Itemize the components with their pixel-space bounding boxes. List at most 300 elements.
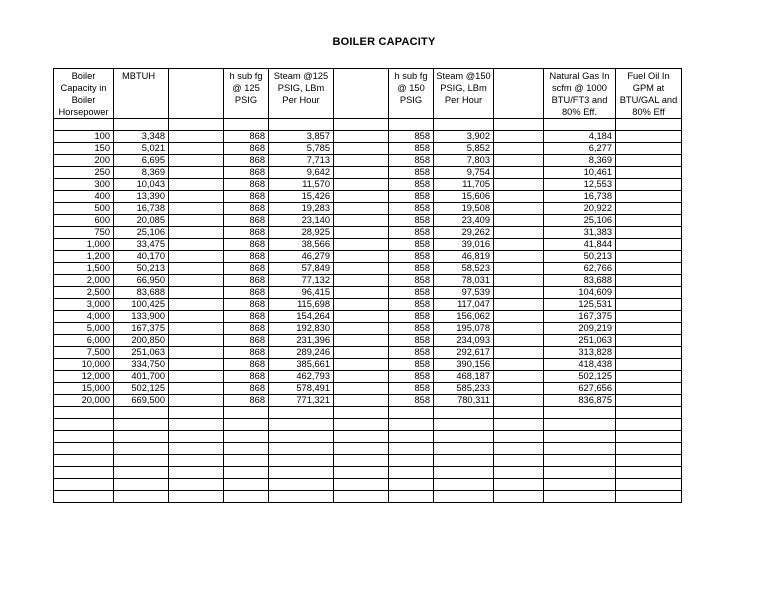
table-cell [434,443,494,455]
table-cell: 23,409 [434,215,494,227]
table-cell: 858 [389,239,434,251]
table-cell: 29,262 [434,227,494,239]
table-cell: 62,766 [544,263,616,275]
spacer-row [54,119,682,131]
table-cell: 750 [54,227,114,239]
table-cell [616,251,682,263]
table-cell [169,419,224,431]
table-cell: 858 [389,323,434,335]
table-cell: 16,738 [114,203,169,215]
table-cell: 200,850 [114,335,169,347]
table-cell [494,395,544,407]
table-cell [616,179,682,191]
table-cell [616,227,682,239]
table-cell [114,431,169,443]
table-cell: 9,754 [434,167,494,179]
table-cell: 10,461 [544,167,616,179]
table-cell: 10,043 [114,179,169,191]
table-cell [494,299,544,311]
table-row [54,359,682,371]
table-cell: 858 [389,203,434,215]
table-cell [334,371,389,383]
table-cell [494,143,544,155]
table-cell: 858 [389,179,434,191]
table-cell: 28,925 [269,227,334,239]
table-cell [494,287,544,299]
table-cell: 868 [224,383,269,395]
table-cell [334,299,389,311]
table-cell: 167,375 [544,311,616,323]
table-cell: 462,793 [269,371,334,383]
table-cell: 585,233 [434,383,494,395]
table-cell [169,479,224,491]
table-cell: 40,170 [114,251,169,263]
table-cell [494,455,544,467]
table-cell [169,215,224,227]
table-cell [494,335,544,347]
table-cell [544,455,616,467]
table-cell [269,431,334,443]
table-cell [269,491,334,503]
table-cell: 858 [389,383,434,395]
table-row [54,299,682,311]
table-cell [334,455,389,467]
table-cell [616,431,682,443]
table-cell [616,275,682,287]
table-cell [169,491,224,503]
table-cell: 12,000 [54,371,114,383]
table-cell [334,335,389,347]
table-row [54,227,682,239]
table-cell: 115,698 [269,299,334,311]
table-cell [169,407,224,419]
table-cell [616,323,682,335]
table-cell: 502,125 [114,383,169,395]
table-cell [334,191,389,203]
table-cell [616,119,682,131]
table-cell [616,155,682,167]
table-cell: 5,021 [114,143,169,155]
table-cell: 868 [224,263,269,275]
table-cell: 25,106 [114,227,169,239]
table-cell: 77,132 [269,275,334,287]
table-cell: 868 [224,287,269,299]
table-cell [334,287,389,299]
table-cell [494,215,544,227]
table-cell: 868 [224,239,269,251]
table-cell: 50,213 [544,251,616,263]
table-cell [334,275,389,287]
table-cell: 334,750 [114,359,169,371]
table-cell [494,443,544,455]
table-cell: 250 [54,167,114,179]
table-cell [169,311,224,323]
table-cell: 3,348 [114,131,169,143]
table-cell: 292,617 [434,347,494,359]
page-title: BOILER CAPACITY [332,36,436,48]
table-cell: 5,785 [269,143,334,155]
table-cell [544,407,616,419]
table-cell: 868 [224,227,269,239]
table-cell [494,323,544,335]
table-cell [169,167,224,179]
table-cell: 13,390 [114,191,169,203]
header-cell-hfg-150: h sub fg @ 150 PSIG [389,69,434,119]
table-row [54,287,682,299]
table-cell: 858 [389,275,434,287]
table-cell: 209,219 [544,323,616,335]
table-cell: 117,047 [434,299,494,311]
table-cell [114,443,169,455]
table-cell [169,227,224,239]
table-cell: 19,508 [434,203,494,215]
table-cell: 12,553 [544,179,616,191]
table-cell [494,407,544,419]
table-cell [169,263,224,275]
table-cell: 200 [54,155,114,167]
table-cell [224,443,269,455]
table-cell [334,467,389,479]
table-cell: 313,828 [544,347,616,359]
table-cell [616,131,682,143]
table-cell [334,443,389,455]
table-cell: 868 [224,131,269,143]
table-row [54,191,682,203]
table-cell [389,455,434,467]
table-cell: 8,369 [544,155,616,167]
table-cell [494,131,544,143]
table-cell: 156,062 [434,311,494,323]
table-cell [224,419,269,431]
table-cell [616,215,682,227]
table-cell: 858 [389,227,434,239]
table-cell [334,431,389,443]
table-cell [114,407,169,419]
table-cell [494,167,544,179]
table-cell [334,179,389,191]
table-row [54,239,682,251]
table-cell [54,455,114,467]
table-row [54,203,682,215]
table-cell [224,479,269,491]
table-cell: 858 [389,347,434,359]
table-cell: 150 [54,143,114,155]
table-cell [269,455,334,467]
table-cell [544,119,616,131]
table-cell [434,407,494,419]
table-cell [616,359,682,371]
table-cell [494,227,544,239]
table-cell: 7,713 [269,155,334,167]
table-cell: 251,063 [544,335,616,347]
empty-row [54,455,682,467]
table-cell [54,119,114,131]
table-cell: 858 [389,263,434,275]
table-cell [334,143,389,155]
table-cell: 57,849 [269,263,334,275]
table-row [54,395,682,407]
table-cell: 771,321 [269,395,334,407]
table-cell: 7,500 [54,347,114,359]
table-cell [334,491,389,503]
table-cell [169,251,224,263]
table-cell [494,347,544,359]
table-cell: 868 [224,275,269,287]
table-cell: 251,063 [114,347,169,359]
table-row [54,323,682,335]
table-cell: 46,819 [434,251,494,263]
table-cell: 3,902 [434,131,494,143]
table-cell [269,407,334,419]
table-cell [389,467,434,479]
table-cell: 418,438 [544,359,616,371]
table-cell [334,215,389,227]
table-cell [434,455,494,467]
table-cell: 401,700 [114,371,169,383]
table-cell [169,455,224,467]
table-cell [494,359,544,371]
table-cell: 6,277 [544,143,616,155]
table-cell: 868 [224,395,269,407]
table-cell [334,119,389,131]
table-row [54,251,682,263]
table-cell [169,467,224,479]
table-cell: 858 [389,167,434,179]
table-cell [169,191,224,203]
table-cell [114,455,169,467]
table-cell: 20,922 [544,203,616,215]
table-cell: 11,705 [434,179,494,191]
table-row [54,143,682,155]
table-cell [494,119,544,131]
table-cell: 6,000 [54,335,114,347]
table-cell [54,419,114,431]
table-cell: 5,000 [54,323,114,335]
table-cell [389,407,434,419]
header-cell-steam-125: Steam @125 PSIG, LBm Per Hour [269,69,334,119]
table-cell: 578,491 [269,383,334,395]
table-cell [334,155,389,167]
table-cell [169,299,224,311]
table-cell [169,383,224,395]
table-cell: 133,900 [114,311,169,323]
table-cell [334,239,389,251]
table-cell: 20,085 [114,215,169,227]
table-cell [224,119,269,131]
table-cell: 10,000 [54,359,114,371]
header-cell-hfg-125: h sub fg @ 125 PSIG [224,69,269,119]
table-cell: 1,200 [54,251,114,263]
table-cell [169,371,224,383]
table-cell [494,419,544,431]
table-cell [389,479,434,491]
table-cell [494,275,544,287]
boiler-capacity-table [53,68,682,503]
table-cell [224,491,269,503]
table-cell: 125,531 [544,299,616,311]
table-cell [434,491,494,503]
table-cell: 385,661 [269,359,334,371]
table-cell [334,323,389,335]
table-cell [224,455,269,467]
table-cell [544,491,616,503]
table-cell [334,203,389,215]
table-cell: 154,264 [269,311,334,323]
table-row [54,215,682,227]
table-cell [616,167,682,179]
table-cell: 97,539 [434,287,494,299]
table-cell: 234,093 [434,335,494,347]
table-row [54,335,682,347]
table-cell [616,287,682,299]
table-cell: 6,695 [114,155,169,167]
table-cell [169,359,224,371]
table-cell: 2,000 [54,275,114,287]
table-cell: 15,426 [269,191,334,203]
table-cell: 600 [54,215,114,227]
table-cell [169,287,224,299]
table-cell: 868 [224,143,269,155]
table-row [54,155,682,167]
table-cell [169,179,224,191]
table-cell: 7,803 [434,155,494,167]
table-cell [494,203,544,215]
table-cell [434,431,494,443]
table-cell: 868 [224,347,269,359]
table-cell: 100 [54,131,114,143]
table-cell [334,359,389,371]
table-cell: 868 [224,299,269,311]
table-row [54,347,682,359]
table-cell: 192,830 [269,323,334,335]
table-cell [494,371,544,383]
table-cell [434,467,494,479]
table-cell [494,155,544,167]
table-cell [334,227,389,239]
table-cell: 78,031 [434,275,494,287]
table-cell: 50,213 [114,263,169,275]
table-cell [334,419,389,431]
table-cell: 868 [224,335,269,347]
table-cell [334,479,389,491]
table-cell [269,419,334,431]
table-cell [334,407,389,419]
table-cell [224,467,269,479]
table-cell [494,383,544,395]
table-cell: 390,156 [434,359,494,371]
table-cell: 3,000 [54,299,114,311]
table-cell [114,419,169,431]
table-cell: 8,369 [114,167,169,179]
table-cell [616,383,682,395]
table-cell [616,347,682,359]
table-cell: 858 [389,143,434,155]
table-cell [334,251,389,263]
table-cell [494,479,544,491]
table-cell: 83,688 [114,287,169,299]
header-cell-fuel-oil: Fuel Oil In GPM at BTU/GAL and 80% Eff [616,69,682,119]
table-cell [494,239,544,251]
table-cell: 58,523 [434,263,494,275]
table-cell [616,491,682,503]
empty-row [54,479,682,491]
table-row [54,371,682,383]
table-cell: 780,311 [434,395,494,407]
table-cell [169,335,224,347]
table-cell [169,323,224,335]
table-cell [494,263,544,275]
table-cell: 83,688 [544,275,616,287]
table-cell [334,395,389,407]
table-cell [169,239,224,251]
header-cell-blank [334,69,389,119]
header-cell-horsepower: Boiler Capacity in Boiler Horsepower [54,69,114,119]
table-cell [494,491,544,503]
table-cell: 195,078 [434,323,494,335]
table-cell [616,455,682,467]
table-cell: 627,656 [544,383,616,395]
table-cell: 5,852 [434,143,494,155]
table-row [54,275,682,287]
table-cell: 468,187 [434,371,494,383]
table-cell [389,119,434,131]
table-cell [169,347,224,359]
table-cell [544,419,616,431]
empty-row [54,467,682,479]
empty-row [54,407,682,419]
table-cell: 46,279 [269,251,334,263]
table-cell [334,347,389,359]
header-cell-steam-150: Steam @150 PSIG, LBm Per Hour [434,69,494,119]
table-cell: 858 [389,371,434,383]
table-cell [616,299,682,311]
table-row [54,179,682,191]
table-cell [616,479,682,491]
table-cell [494,311,544,323]
table-row [54,263,682,275]
table-cell: 15,000 [54,383,114,395]
table-cell [54,491,114,503]
table-cell [54,443,114,455]
table-cell [616,407,682,419]
table-cell: 104,609 [544,287,616,299]
table-cell [334,167,389,179]
table-cell: 20,000 [54,395,114,407]
table-cell: 868 [224,251,269,263]
table-cell [616,203,682,215]
table-cell [616,143,682,155]
empty-row [54,431,682,443]
table-cell: 868 [224,215,269,227]
table-row [54,167,682,179]
header-cell-blank [494,69,544,119]
table-cell: 858 [389,359,434,371]
table-cell: 9,642 [269,167,334,179]
table-cell: 41,844 [544,239,616,251]
table-cell [616,191,682,203]
table-cell: 33,475 [114,239,169,251]
table-cell: 4,184 [544,131,616,143]
table-cell [389,443,434,455]
table-cell: 868 [224,371,269,383]
table-cell [169,443,224,455]
table-cell: 23,140 [269,215,334,227]
table-cell [616,263,682,275]
table-cell [269,443,334,455]
table-cell [434,419,494,431]
table-cell [616,467,682,479]
header-cell-mbtuh: MBTUH [114,69,169,119]
